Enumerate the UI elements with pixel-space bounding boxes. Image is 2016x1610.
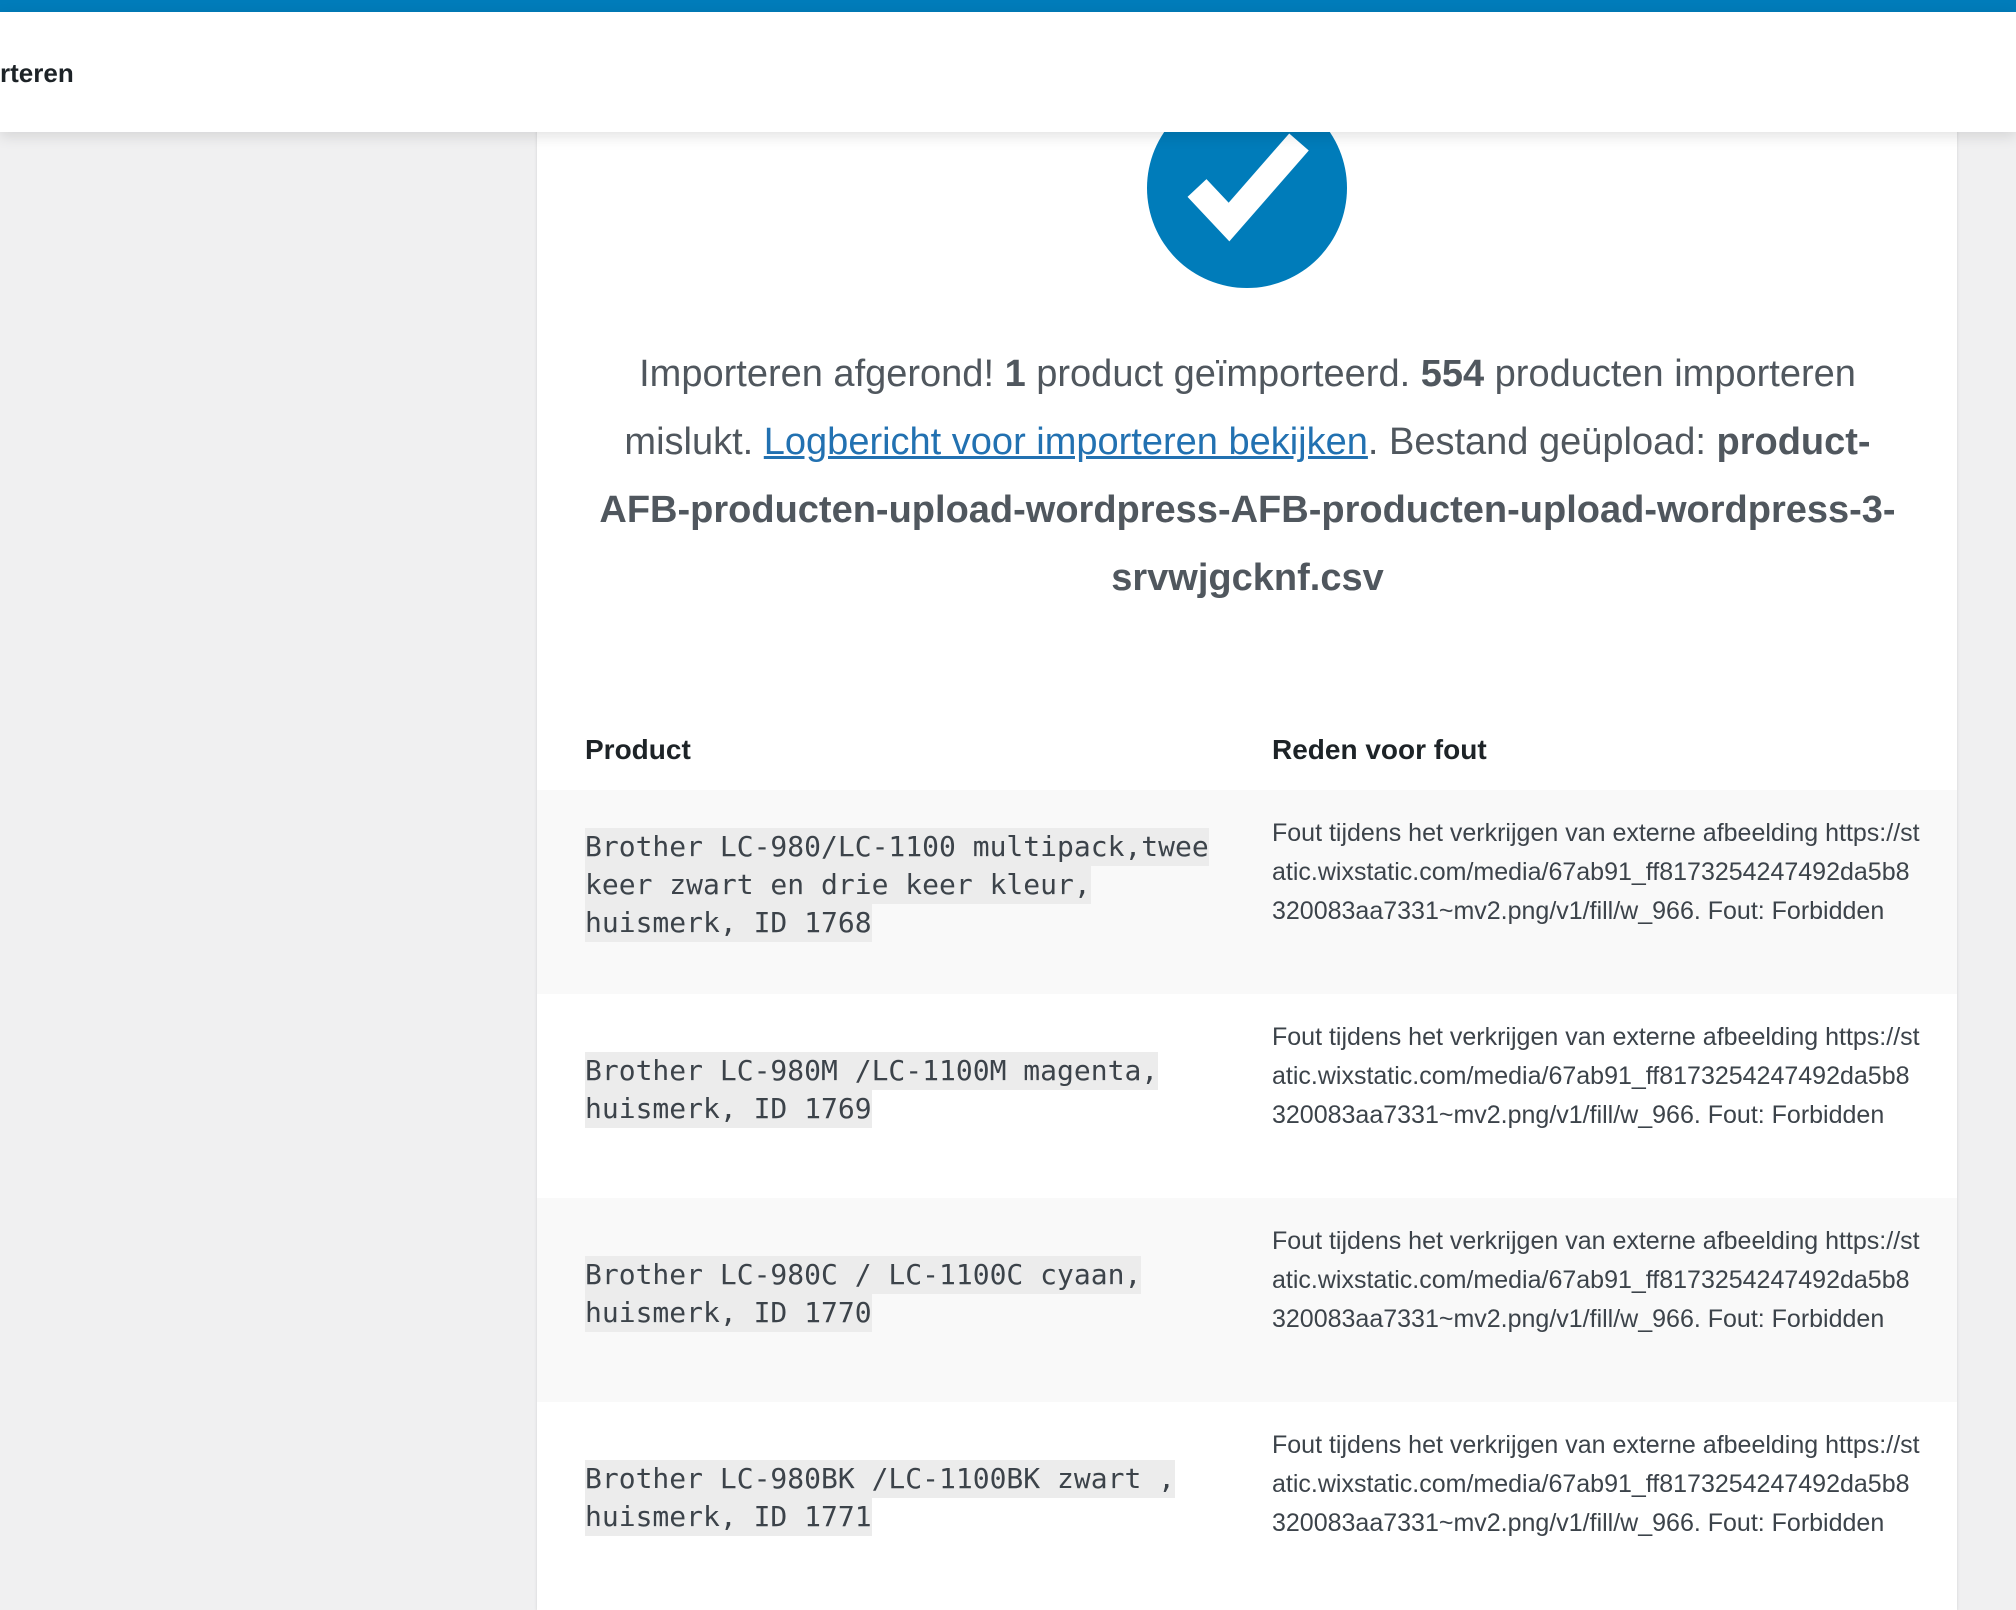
table-row: [537, 1198, 1957, 1402]
product-name: Brother LC-980M /LC-1100M magenta, huismerk, ID 1769: [585, 1052, 1158, 1128]
column-header-product: Product: [585, 734, 691, 765]
product-name: Brother LC-980BK /LC-1100BK zwart , huismerk, ID 1771: [585, 1460, 1175, 1536]
table-header-row: [537, 720, 1957, 790]
product-cell: [585, 1460, 1245, 1536]
summary-text: product geïmporteerd.: [1025, 353, 1421, 395]
column-header-reason: Reden voor fout: [1272, 734, 1487, 765]
product-cell: [585, 828, 1245, 942]
uploaded-filename: product-AFB-producten-upload-wordpress-AFB-producten-upload-wordpress-3-srvwjgcknf.csv: [599, 421, 1896, 599]
product-name: Brother LC-980C / LC-1100C cyaan, huismerk, ID 1770: [585, 1256, 1141, 1332]
table-row: [537, 790, 1957, 994]
product-name: Brother LC-980/LC-1100 multipack,twee keer zwart en drie keer kleur, huismerk, ID 1768: [585, 828, 1209, 942]
error-reason-cell: Fout tijdens het verkrijgen van externe afbeelding https://static.wixstatic.com/media/67ab91_ff8173254247492da5b8320083aa7331~mv2.png/v1/fill/w_966. Fout: Forbidden: [1272, 1227, 1920, 1333]
import-summary: [590, 340, 1905, 612]
summary-text: Importeren afgerond!: [639, 353, 1005, 395]
imported-count: 1: [1004, 353, 1026, 395]
table-row: [537, 1402, 1957, 1606]
failed-count: 554: [1420, 353, 1485, 395]
summary-text: producten importeren mislukt.: [624, 353, 1856, 463]
summary-text: . Bestand geüpload:: [1367, 421, 1717, 463]
page-header: [0, 12, 2016, 132]
failed-imports-table: [537, 720, 1957, 1606]
product-cell: [585, 1256, 1245, 1332]
page-title: rteren: [0, 58, 74, 88]
error-reason-cell: Fout tijdens het verkrijgen van externe afbeelding https://static.wixstatic.com/media/67ab91_ff8173254247492da5b8320083aa7331~mv2.png/v1/fill/w_966. Fout: Forbidden: [1272, 1431, 1920, 1537]
product-cell: [585, 1052, 1245, 1128]
admin-top-stripe: [0, 0, 2016, 12]
table-row: [537, 994, 1957, 1198]
error-reason-cell: Fout tijdens het verkrijgen van externe afbeelding https://static.wixstatic.com/media/67ab91_ff8173254247492da5b8320083aa7331~mv2.png/v1/fill/w_966. Fout: Forbidden: [1272, 819, 1920, 925]
error-reason-cell: Fout tijdens het verkrijgen van externe afbeelding https://static.wixstatic.com/media/67ab91_ff8173254247492da5b8320083aa7331~mv2.png/v1/fill/w_966. Fout: Forbidden: [1272, 1023, 1920, 1129]
view-import-log-link[interactable]: Logbericht voor importeren bekijken: [763, 421, 1368, 463]
